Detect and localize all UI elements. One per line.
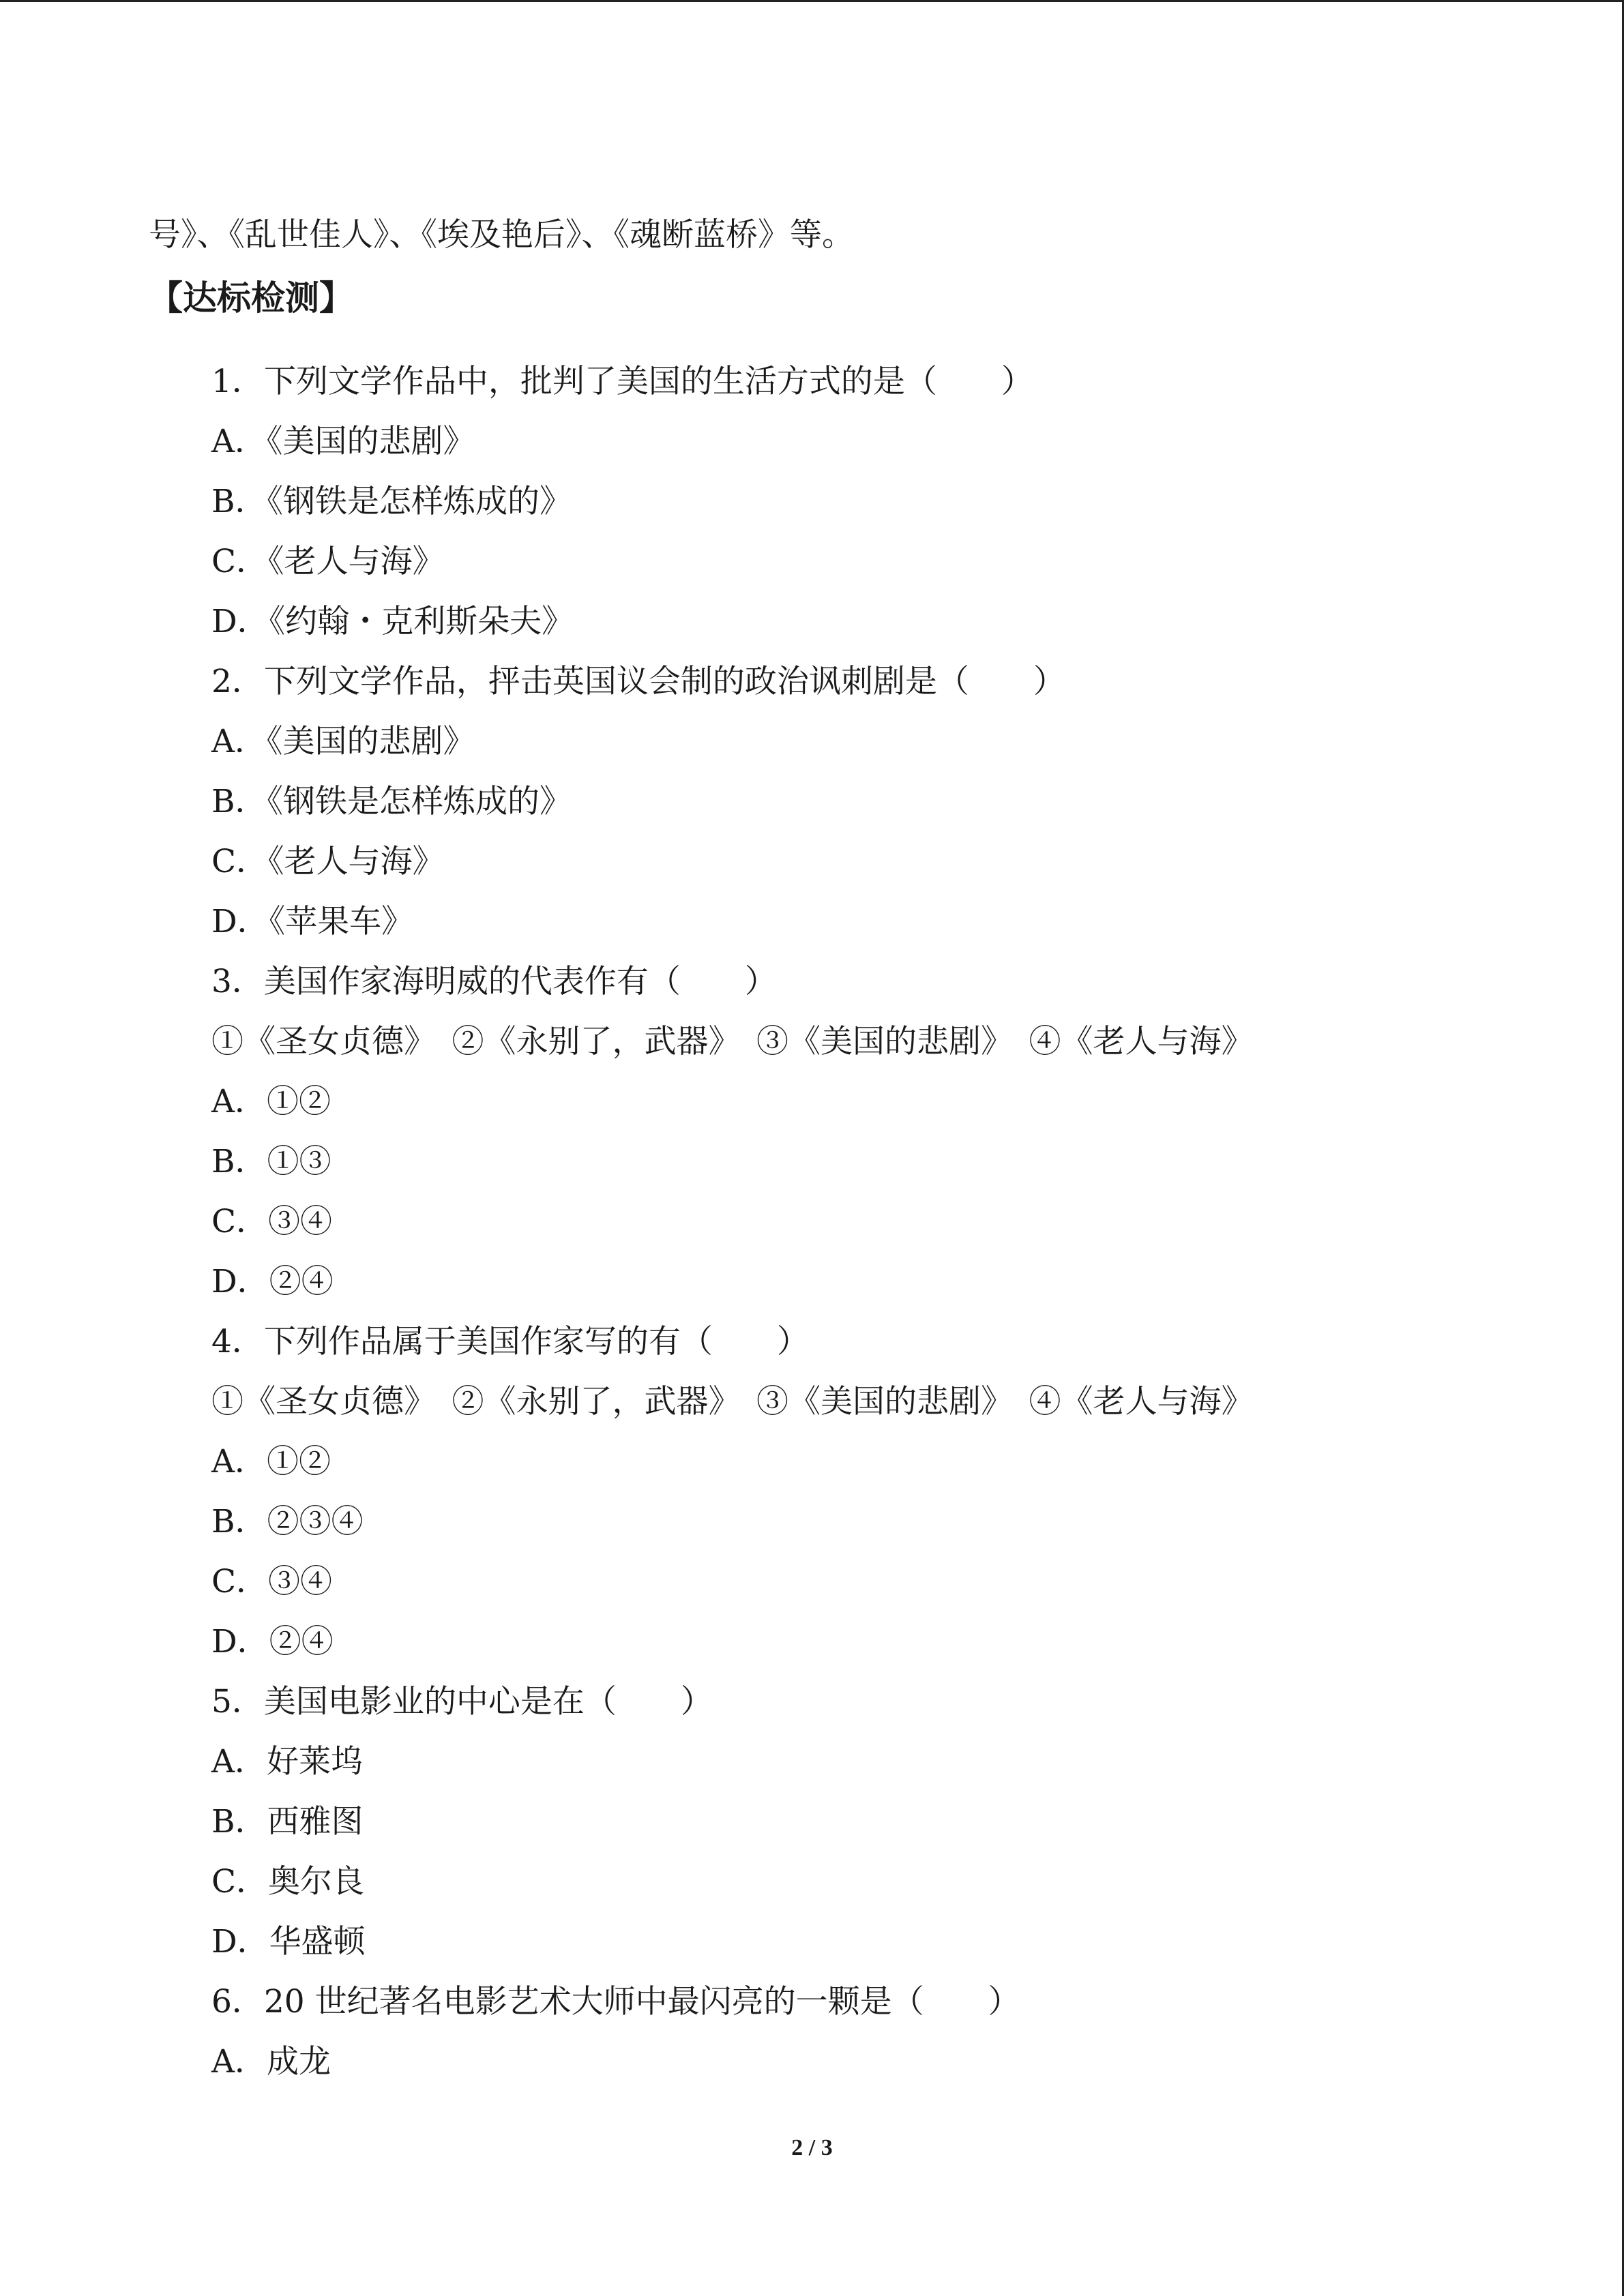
question-3-option-a: A．①② xyxy=(211,1083,331,1120)
question-4-stem: 4．下列作品属于美国作家写的有（ ） xyxy=(211,1323,809,1360)
question-4-option-a: A．①② xyxy=(211,1443,331,1480)
question-2-option-d: D．《苹果车》 xyxy=(211,903,414,940)
question-3-option-d: D．②④ xyxy=(211,1263,334,1300)
page-top-border xyxy=(0,0,1624,2)
question-3-option-c: C．③④ xyxy=(211,1203,332,1240)
question-2-option-b: B．《钢铁是怎样炼成的》 xyxy=(211,783,572,820)
question-2-option-c: C．《老人与海》 xyxy=(211,843,445,880)
question-1-option-b: B．《钢铁是怎样炼成的》 xyxy=(211,483,572,520)
question-1-stem: 1．下列文学作品中，批判了美国的生活方式的是（ ） xyxy=(211,363,1033,400)
question-6-option-a: A．成龙 xyxy=(211,2043,331,2081)
question-1-option-c: C．《老人与海》 xyxy=(211,543,445,580)
question-1-option-a: A．《美国的悲剧》 xyxy=(211,423,475,460)
question-4-option-d: D．②④ xyxy=(211,1623,334,1660)
question-3-items: ①《圣女贞德》 ②《永别了，武器》 ③《美国的悲剧》 ④《老人与海》 xyxy=(211,1023,1254,1060)
question-4-option-b: B．②③④ xyxy=(211,1503,364,1540)
intro-text: 号》、《乱世佳人》、《埃及艳后》、《魂断蓝桥》等。 xyxy=(149,216,854,254)
question-3-stem: 3．美国作家海明威的代表作有（ ） xyxy=(211,963,777,1000)
question-1-option-d: D．《约翰・克利斯朵夫》 xyxy=(211,603,574,640)
question-4-option-c: C．③④ xyxy=(211,1563,332,1600)
question-3-option-b: B．①③ xyxy=(211,1143,331,1180)
question-5-stem: 5．美国电影业的中心是在（ ） xyxy=(211,1683,713,1720)
section-heading: 【达标检测】 xyxy=(149,278,353,318)
question-6-stem: 6．20 世纪著名电影艺术大师中最闪亮的一颗是（ ） xyxy=(211,1983,1020,2021)
question-5-option-b: B．西雅图 xyxy=(211,1803,364,1840)
question-5-option-a: A．好莱坞 xyxy=(211,1743,363,1780)
question-2-stem: 2．下列文学作品，抨击英国议会制的政治讽刺剧是（ ） xyxy=(211,663,1065,700)
question-5-option-c: C．奥尔良 xyxy=(211,1863,364,1900)
question-4-items: ①《圣女贞德》 ②《永别了，武器》 ③《美国的悲剧》 ④《老人与海》 xyxy=(211,1383,1254,1420)
question-5-option-d: D．华盛顿 xyxy=(211,1923,366,1960)
page-number: 2 / 3 xyxy=(791,2135,833,2160)
question-2-option-a: A．《美国的悲剧》 xyxy=(211,723,475,760)
